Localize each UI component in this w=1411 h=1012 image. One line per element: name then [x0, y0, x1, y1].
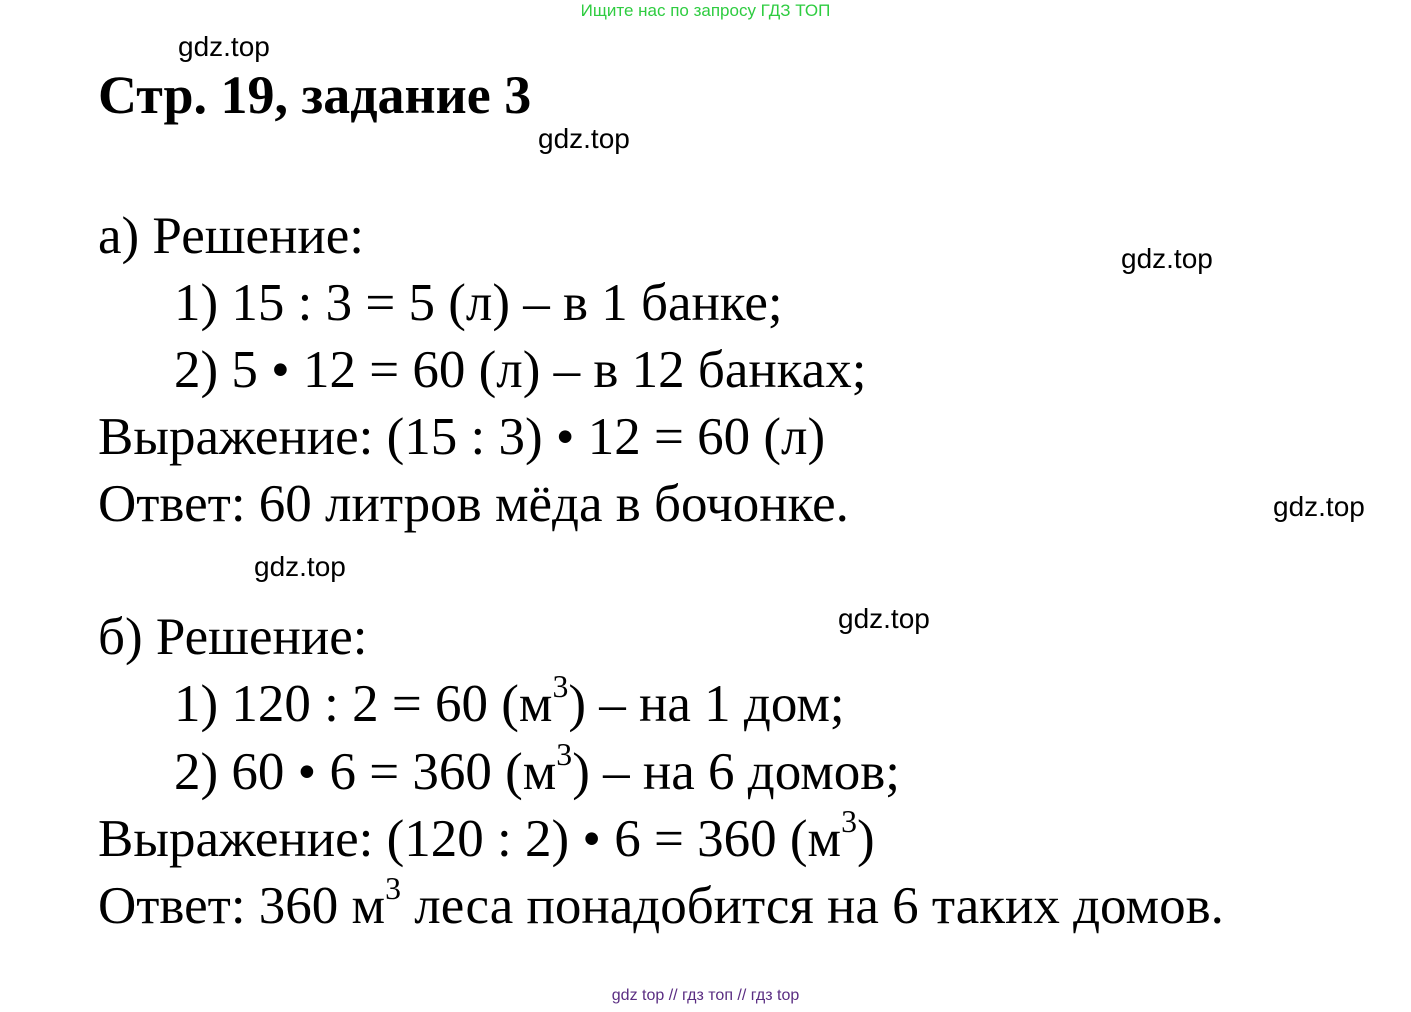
- part-b-step-2-text-end: ) – на 6 домов;: [572, 743, 900, 801]
- watermark: gdz.top: [1273, 491, 1365, 522]
- part-a-answer: Ответ: 60 литров мёда в бочонке.: [98, 475, 849, 533]
- watermark: gdz.top: [538, 123, 630, 154]
- part-b-answer-text-end: леса понадобится на 6 таких домов.: [401, 877, 1224, 935]
- part-b-expression: [98, 804, 875, 868]
- part-b-step-1: [174, 669, 845, 733]
- watermark: gdz.top: [254, 551, 346, 582]
- watermark: gdz.top: [1121, 243, 1213, 274]
- part-b-expression-text: Выражение: (120 : 2) • 6 = 360 (м: [98, 810, 842, 868]
- superscript: 3: [556, 737, 573, 773]
- superscript: 3: [841, 804, 857, 840]
- part-b-step-1-text: 1) 120 : 2 = 60 (м: [174, 675, 553, 733]
- part-a-heading: а) Решение:: [98, 207, 365, 265]
- watermark: gdz.top: [838, 603, 930, 634]
- page-title: Стр. 19, задание 3: [98, 65, 532, 125]
- watermark: gdz.top: [178, 31, 270, 62]
- part-b-step-2: [174, 737, 900, 801]
- part-b-answer: [98, 871, 1224, 935]
- part-a-expression: Выражение: (15 : 3) • 12 = 60 (л): [98, 408, 826, 466]
- top-banner: Ищите нас по запросу ГДЗ ТОП: [580, 1, 831, 20]
- part-b-answer-text: Ответ: 360 м: [98, 877, 386, 935]
- part-b-step-2-text: 2) 60 • 6 = 360 (м: [174, 743, 557, 801]
- part-b-heading: б) Решение:: [98, 608, 368, 666]
- superscript: 3: [385, 871, 402, 907]
- part-b-expression-text-end: ): [856, 810, 875, 868]
- part-a-step-2: 2) 5 • 12 = 60 (л) – в 12 банках;: [174, 341, 867, 399]
- footer-links: gdz top // гдз топ // гдз top: [611, 987, 800, 1004]
- part-b-step-1-text-end: ) – на 1 дом;: [568, 675, 845, 733]
- superscript: 3: [552, 669, 569, 705]
- part-a-step-1: 1) 15 : 3 = 5 (л) – в 1 банке;: [174, 274, 783, 332]
